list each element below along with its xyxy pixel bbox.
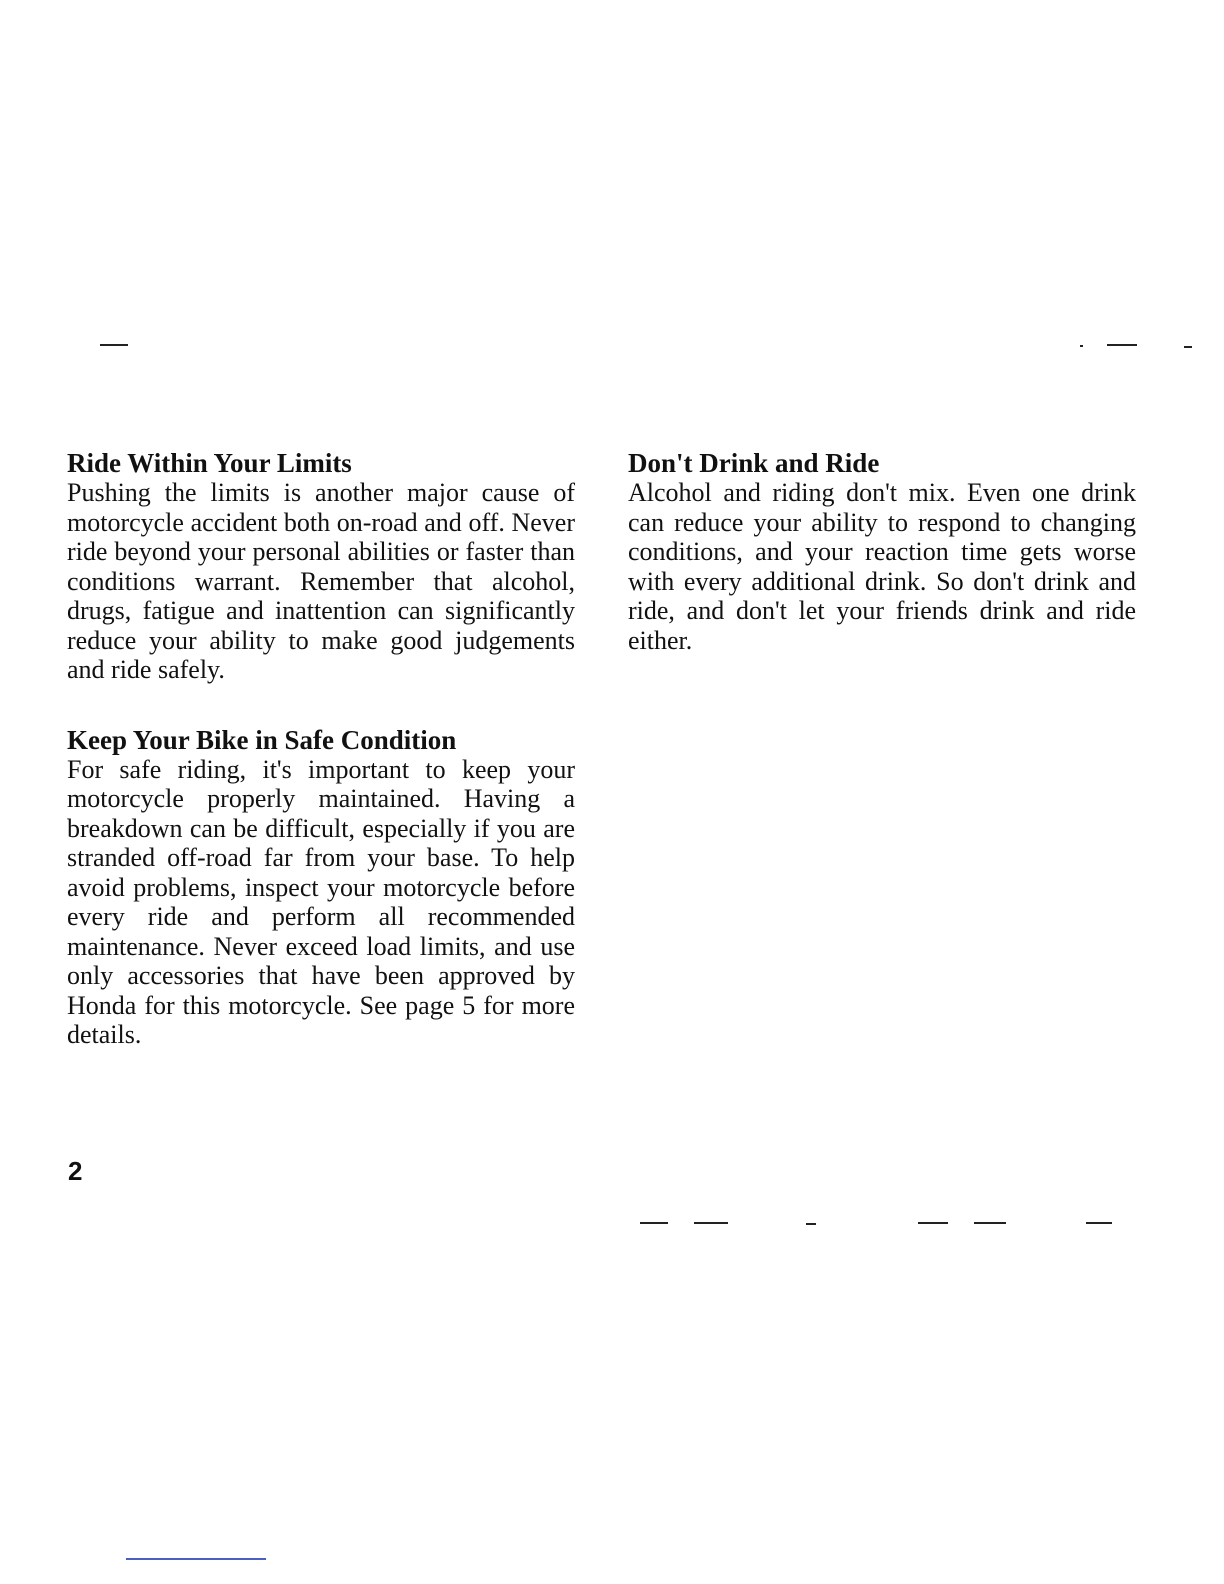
section-body: Alcohol and riding don't mix. Even one drink can reduce your ability to respond to changing conditions, and your reaction time gets worse with every additional drink. So don't drink and ride, and don't let your friends drink and ride either.	[628, 478, 1136, 655]
crop-mark	[1184, 346, 1192, 348]
section-body: Pushing the limits is another major cause of motorcycle accident both on-road and off. Never ride beyond your personal abilities or faster than conditions warrant. Remember that alcohol, drugs, fatigue and inattention can significantly reduce your ability to make good judgements and ride safely.	[67, 478, 575, 684]
crop-mark	[918, 1222, 948, 1224]
section-body: For safe riding, it's important to keep your motorcycle properly maintained. Having a breakdown can be difficult, especially if you are stranded off-road far from your base. To help avoid problems, inspect your motorcycle before every ride and perform all recommended maintenance. Never exceed load limits, and use only accessories that have been approved by Honda for this motorcycle. See page 5 for more details.	[67, 754, 575, 1049]
section-dont-drink-and-ride	[628, 448, 1136, 655]
crop-mark	[974, 1222, 1006, 1224]
crop-mark	[1080, 345, 1083, 347]
page-number: 2	[68, 1156, 83, 1186]
footer-rule	[126, 1558, 266, 1560]
left-column	[67, 448, 575, 1090]
crop-mark	[1086, 1222, 1112, 1224]
right-column	[628, 448, 1136, 695]
section-keep-bike-safe	[67, 725, 575, 1050]
crop-mark	[694, 1222, 728, 1224]
section-ride-within-limits	[67, 448, 575, 685]
section-heading: Ride Within Your Limits	[67, 448, 352, 478]
crop-mark	[640, 1222, 668, 1224]
section-heading: Don't Drink and Ride	[628, 448, 880, 478]
crop-mark	[100, 344, 128, 346]
crop-mark	[1107, 344, 1137, 346]
crop-mark	[806, 1223, 816, 1225]
section-heading: Keep Your Bike in Safe Condition	[67, 724, 457, 755]
